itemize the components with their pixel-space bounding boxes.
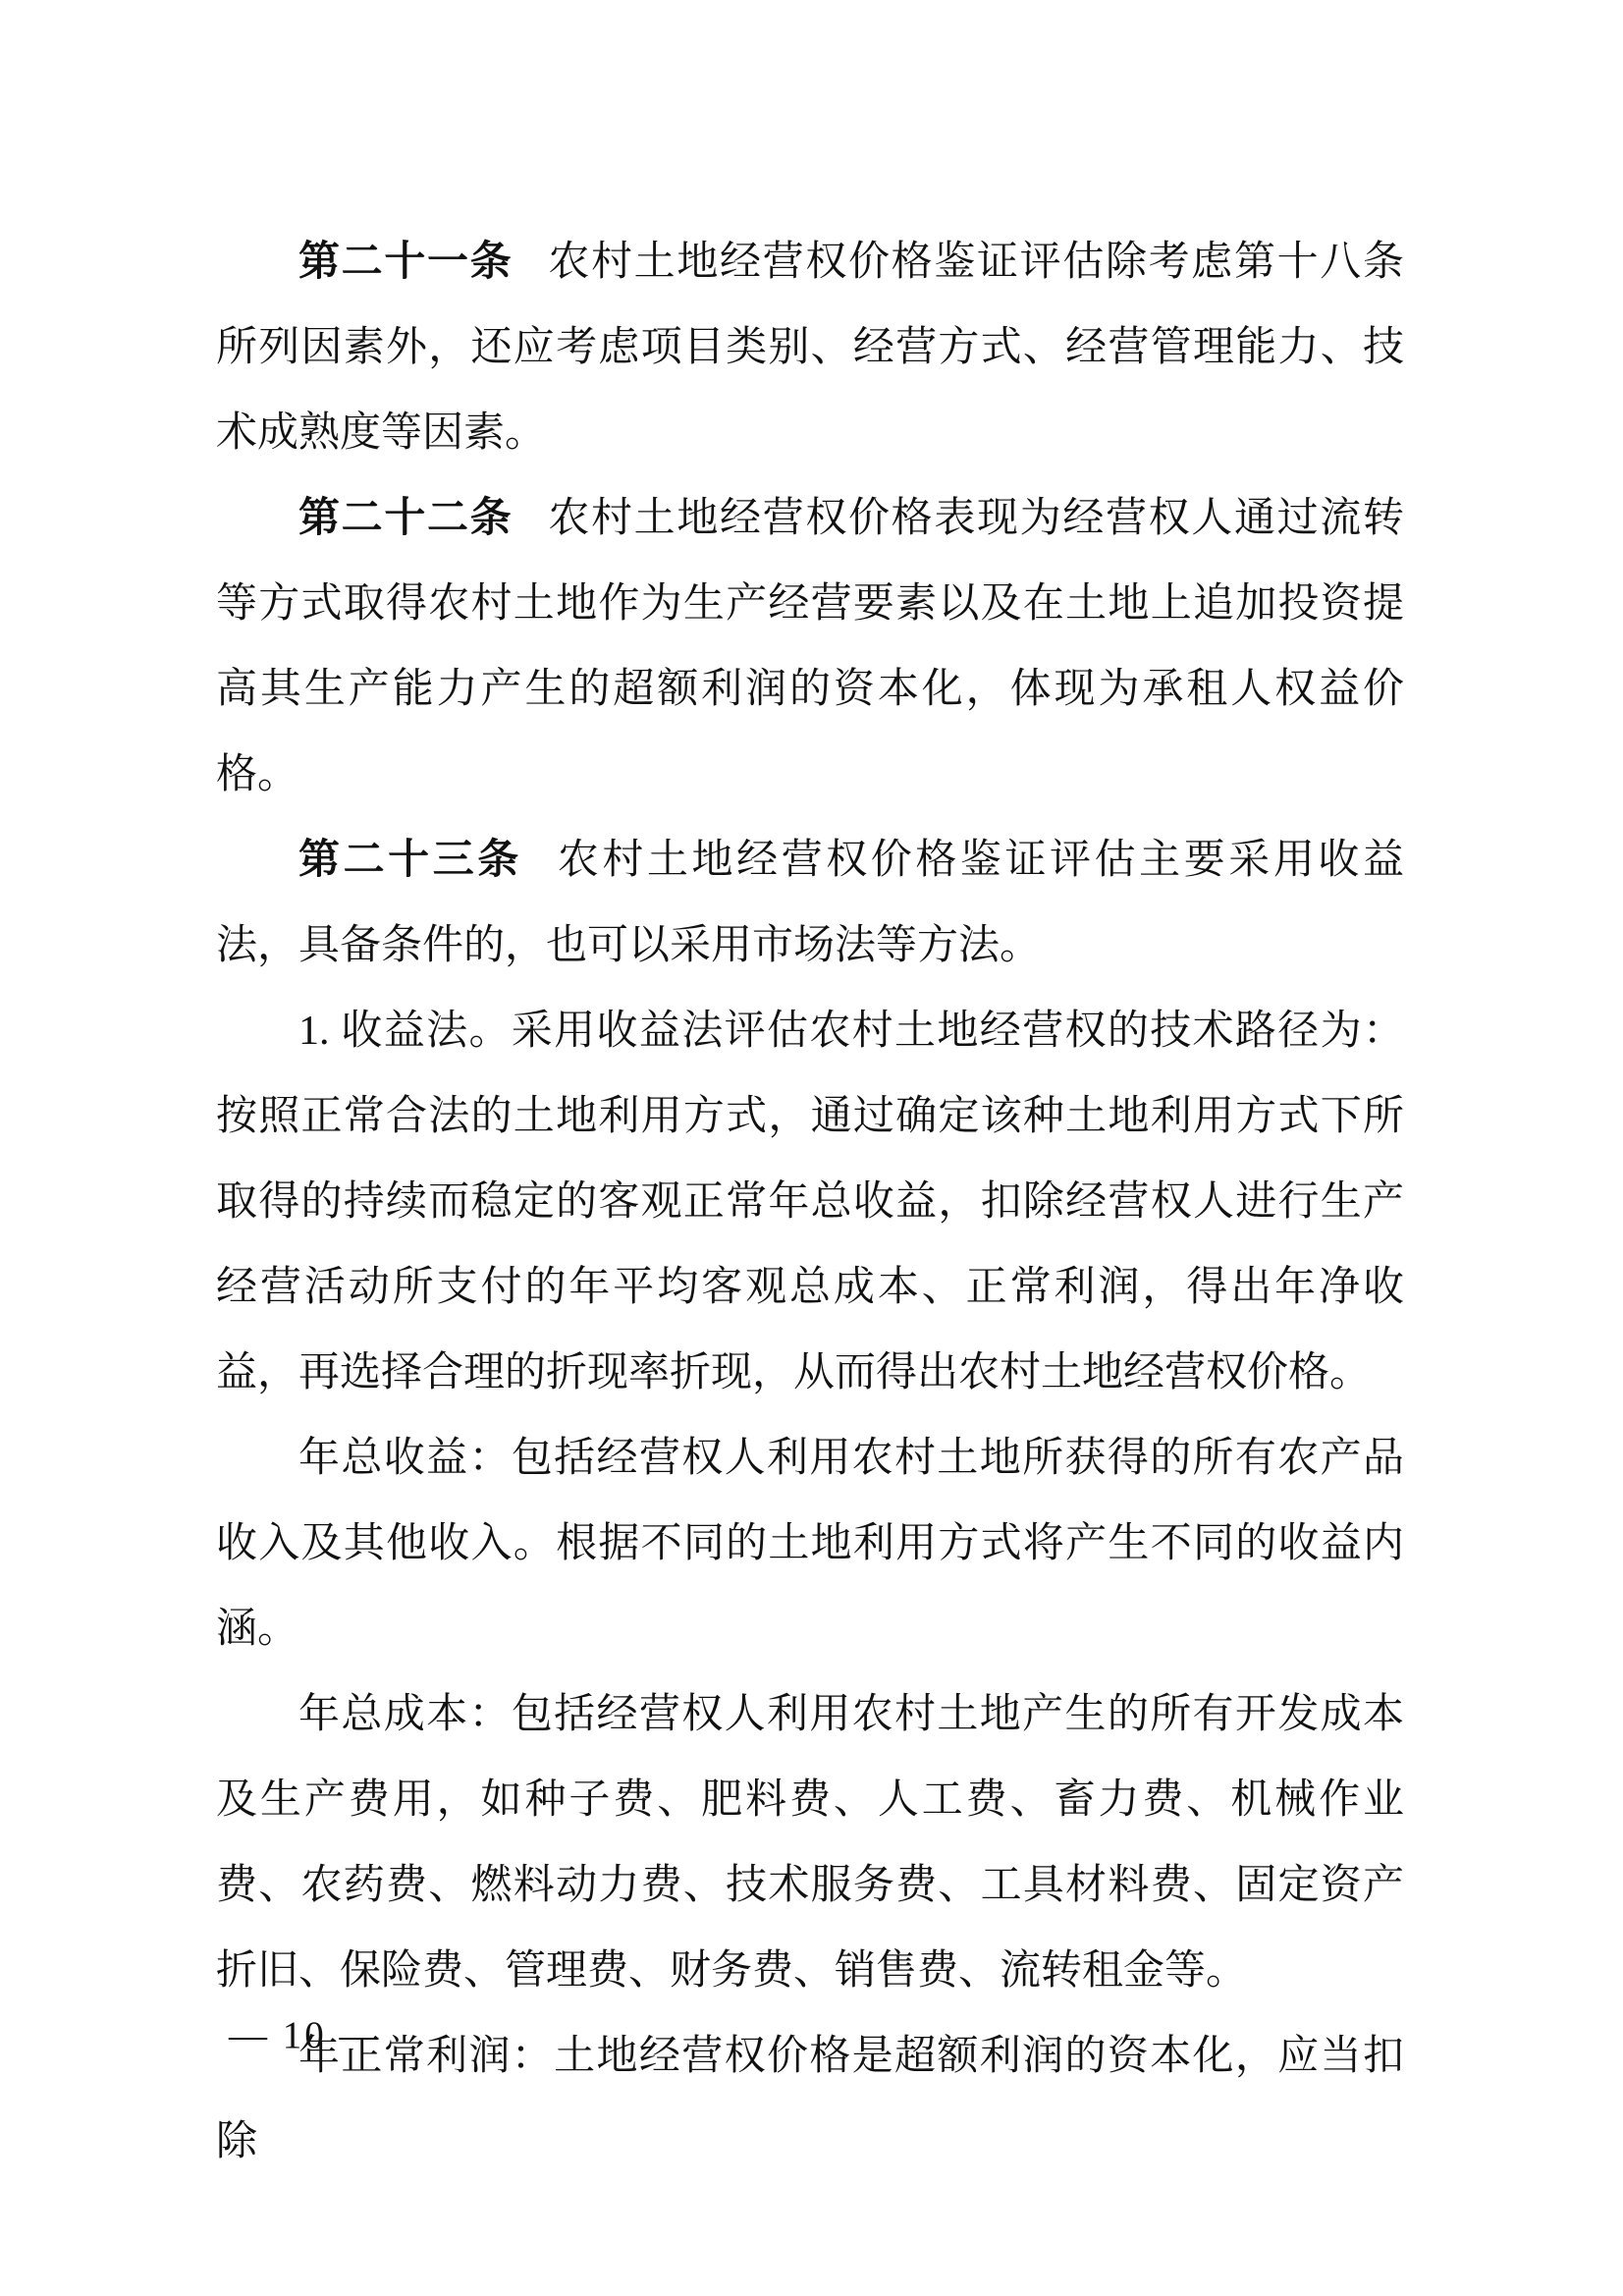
article-22-number: 第二十二条 [298, 496, 514, 541]
paragraph-annual-normal-profit [216, 2014, 1404, 2185]
article-21-text: 农村土地经营权价格鉴证评估除考虑第十八条所列因素外，还应考虑项目类别、经营方式、经营管理能力、技术成熟度等因素。 [216, 240, 1404, 456]
paragraph-annual-total-income-text: 年总收益：包括经营权人利用农村土地所获得的所有农产品收入及其他收入。根据不同的土地利用方式将产生不同的收益内涵。 [216, 1436, 1404, 1652]
paragraph-article-21 [216, 220, 1404, 476]
paragraph-article-23 [216, 818, 1404, 989]
paragraph-article-22 [216, 476, 1404, 818]
article-23-text: 农村土地经营权价格鉴证评估主要采用收益法，具备条件的，也可以采用市场法等方法。 [216, 838, 1404, 968]
paragraph-annual-normal-profit-text: 年正常利润：土地经营权价格是超额利润的资本化，应当扣除 [216, 2034, 1404, 2164]
paragraph-annual-total-cost-text: 年总成本：包括经营权人利用农村土地产生的所有开发成本及生产费用，如种子费、肥料费、人工费、畜力费、机械作业费、农药费、燃料动力费、技术服务费、工具材料费、固定资产折旧、保险费、管理费、财务费、销售费、流转租金等。 [216, 1692, 1404, 1994]
paragraph-income-method-text: 1. 收益法。采用收益法评估农村土地经营权的技术路径为：按照正常合法的土地利用方式，通过确定该种土地利用方式下所取得的持续而稳定的客观正常年总收益，扣除经营权人进行生产经营活动所支付的年平均客观总成本、正常利润，得出年净收益，再选择合理的折现率折现，从而得出农村土地经营权价格。 [216, 1009, 1404, 1395]
article-23-number: 第二十三条 [298, 838, 522, 883]
page-number: — 10 — [229, 2014, 381, 2056]
paragraph-income-method [216, 989, 1404, 1416]
article-22-text: 农村土地经营权价格表现为经营权人通过流转等方式取得农村土地作为生产经营要素以及在土地上追加投资提高其生产能力产生的超额利润的资本化，体现为承租人权益价格。 [216, 496, 1404, 797]
document-text-block [216, 220, 1404, 2185]
paragraph-annual-total-income [216, 1416, 1404, 1672]
paragraph-annual-total-cost [216, 1672, 1404, 2014]
article-21-number: 第二十一条 [298, 240, 514, 285]
